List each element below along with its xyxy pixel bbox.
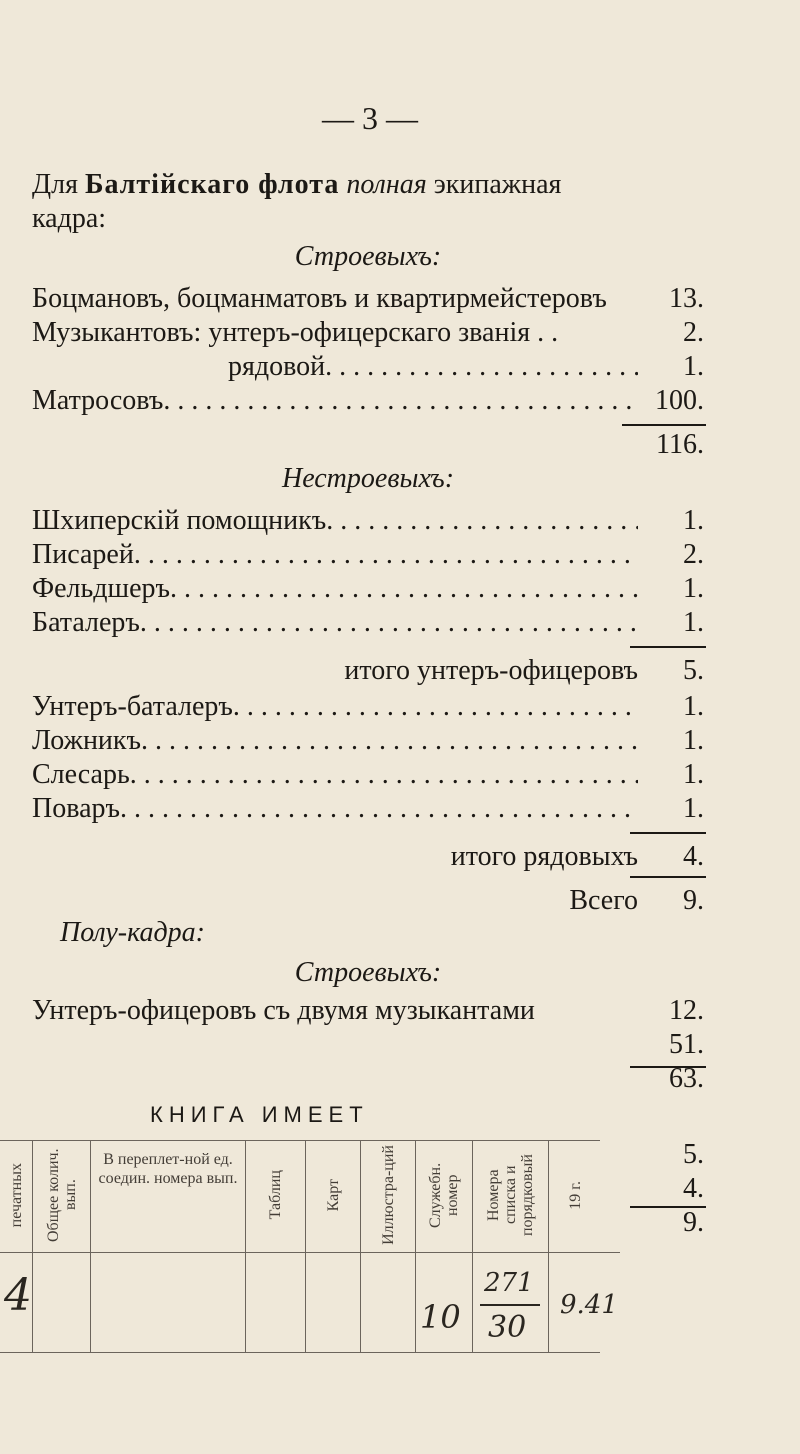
row-value: 1. bbox=[683, 759, 704, 790]
row-medic bbox=[32, 572, 704, 606]
row-skipper-assistant bbox=[32, 504, 704, 538]
stamp-divider bbox=[32, 1140, 33, 1352]
row-label: Унтеръ-баталеръ bbox=[32, 691, 233, 722]
total-rule bbox=[622, 424, 706, 426]
intro-suffix: экипажная bbox=[433, 169, 562, 200]
row-label: Фельдшеръ bbox=[32, 573, 171, 604]
page-number: — 3 — bbox=[322, 100, 418, 136]
row-spoon bbox=[32, 724, 704, 758]
total-line-1 bbox=[32, 428, 704, 462]
intro-line-2: кадра: bbox=[32, 203, 107, 234]
stamp-col-total: Общее колич. вып. bbox=[45, 1148, 79, 1242]
row-quartermaster bbox=[32, 606, 704, 640]
hand-year: 9.41 bbox=[560, 1290, 618, 1320]
row-private bbox=[228, 350, 704, 384]
row-label: Шхиперскій помощникъ bbox=[32, 505, 327, 536]
row-label: Боцмановъ, боцманматовъ и квартирмейстеровъ bbox=[32, 283, 607, 314]
total-half-value: 63. bbox=[669, 1063, 704, 1094]
row-clerks bbox=[32, 538, 704, 572]
row-value: 100. bbox=[655, 385, 704, 416]
row-under-quartermaster bbox=[32, 690, 704, 724]
half-crew-heading: Полу-кадра: bbox=[60, 917, 206, 948]
subtotal-rule-1 bbox=[630, 646, 706, 648]
subtotal-label: итого унтеръ-офицеровъ bbox=[344, 655, 638, 686]
row-value: 1. bbox=[683, 691, 704, 722]
stamp-col-tables: Таблиц bbox=[266, 1170, 284, 1220]
section1-heading: Строевыхъ: bbox=[294, 241, 442, 272]
hand-fraction-top: 271 bbox=[484, 1268, 534, 1298]
row-musicians bbox=[32, 316, 704, 350]
stamp-header-rule bbox=[0, 1252, 620, 1253]
stamp-col-year: 19 г. bbox=[566, 1180, 584, 1210]
row-boatswains bbox=[32, 282, 704, 316]
stamp-bottom-rule bbox=[0, 1352, 600, 1353]
stamp-col-maps: Карт bbox=[324, 1178, 342, 1212]
extra-value: 51. bbox=[669, 1029, 704, 1060]
stamp-col-list-no: Номера списка и порядковый bbox=[484, 1154, 536, 1236]
row-label: рядовой bbox=[228, 351, 326, 382]
subtotal-ranks-line bbox=[32, 840, 704, 874]
hand-first: 4 bbox=[4, 1270, 32, 1321]
total-value: 116. bbox=[656, 429, 704, 460]
row-label: Ложникъ bbox=[32, 725, 141, 756]
row-nco-musicians bbox=[32, 994, 704, 1028]
intro-line bbox=[32, 168, 704, 202]
grand-total-label: Всего bbox=[569, 885, 638, 916]
intro-prefix: Для bbox=[32, 169, 78, 200]
stamp-col-bound: В переплет-ной ед. соедин. номера вып. bbox=[98, 1151, 238, 1187]
row-cook bbox=[32, 792, 704, 826]
intro-italic: полная bbox=[346, 169, 427, 200]
row-value: 1. bbox=[683, 351, 704, 382]
row-locksmith bbox=[32, 758, 704, 792]
row-value: 1. bbox=[683, 573, 704, 604]
side-value: 4. bbox=[683, 1173, 704, 1204]
row-value: 12. bbox=[669, 995, 704, 1026]
subtotal-value: 4. bbox=[683, 841, 704, 872]
row-value: 2. bbox=[683, 317, 704, 348]
side-value: 9. bbox=[683, 1207, 704, 1238]
row-label: Унтеръ-офицеровъ съ двумя музыкантами bbox=[32, 995, 535, 1026]
row-label: Матросовъ bbox=[32, 385, 164, 416]
stamp-divider bbox=[305, 1140, 306, 1352]
row-value: 1. bbox=[683, 607, 704, 638]
stamp-divider bbox=[548, 1140, 549, 1352]
subtotal-nco-line bbox=[32, 654, 704, 688]
stamp-divider bbox=[472, 1140, 473, 1352]
stamp-divider bbox=[415, 1140, 416, 1352]
row-label: Писарей bbox=[32, 539, 134, 570]
stamp-title: КНИГА ИМЕЕТ bbox=[150, 1102, 369, 1127]
row-label: Слесарь bbox=[32, 759, 130, 790]
stamp-col-printed: печатных bbox=[7, 1162, 25, 1228]
side-value: 5. bbox=[683, 1139, 704, 1170]
grand-total-value: 9. bbox=[683, 885, 704, 916]
stamp-divider bbox=[360, 1140, 361, 1352]
hand-fraction-bar bbox=[480, 1304, 540, 1306]
total-rule-2 bbox=[630, 876, 706, 878]
row-value: 1. bbox=[683, 793, 704, 824]
hand-fraction-bottom: 30 bbox=[488, 1310, 527, 1345]
stamp-divider bbox=[245, 1140, 246, 1352]
row-value: 2. bbox=[683, 539, 704, 570]
stamp-col-service-no: Служебн. номер bbox=[427, 1162, 461, 1228]
row-label: Поваръ bbox=[32, 793, 120, 824]
subtotal-rule-2 bbox=[630, 832, 706, 834]
grand-total-line bbox=[32, 884, 704, 918]
section3-heading: Строевыхъ: bbox=[294, 957, 442, 988]
row-sailors bbox=[32, 384, 704, 418]
row-value: 13. bbox=[669, 283, 704, 314]
section2-heading: Нестроевыхъ: bbox=[281, 463, 455, 494]
total-half-line bbox=[32, 1062, 704, 1096]
extra-line bbox=[32, 1028, 704, 1062]
subtotal-label: итого рядовыхъ bbox=[450, 841, 638, 872]
hand-service-no: 10 bbox=[420, 1298, 461, 1336]
row-value: 1. bbox=[683, 725, 704, 756]
row-label: Музыкантовъ: унтеръ-офицерскаго званія . . bbox=[32, 317, 559, 348]
subtotal-value: 5. bbox=[683, 655, 704, 686]
stamp-divider bbox=[90, 1140, 91, 1352]
intro-bold: Балтійскаго флота bbox=[84, 169, 340, 200]
row-label: Баталеръ bbox=[32, 607, 140, 638]
row-value: 1. bbox=[683, 505, 704, 536]
stamp-col-illustrations: Иллюстра-ций bbox=[379, 1145, 397, 1245]
